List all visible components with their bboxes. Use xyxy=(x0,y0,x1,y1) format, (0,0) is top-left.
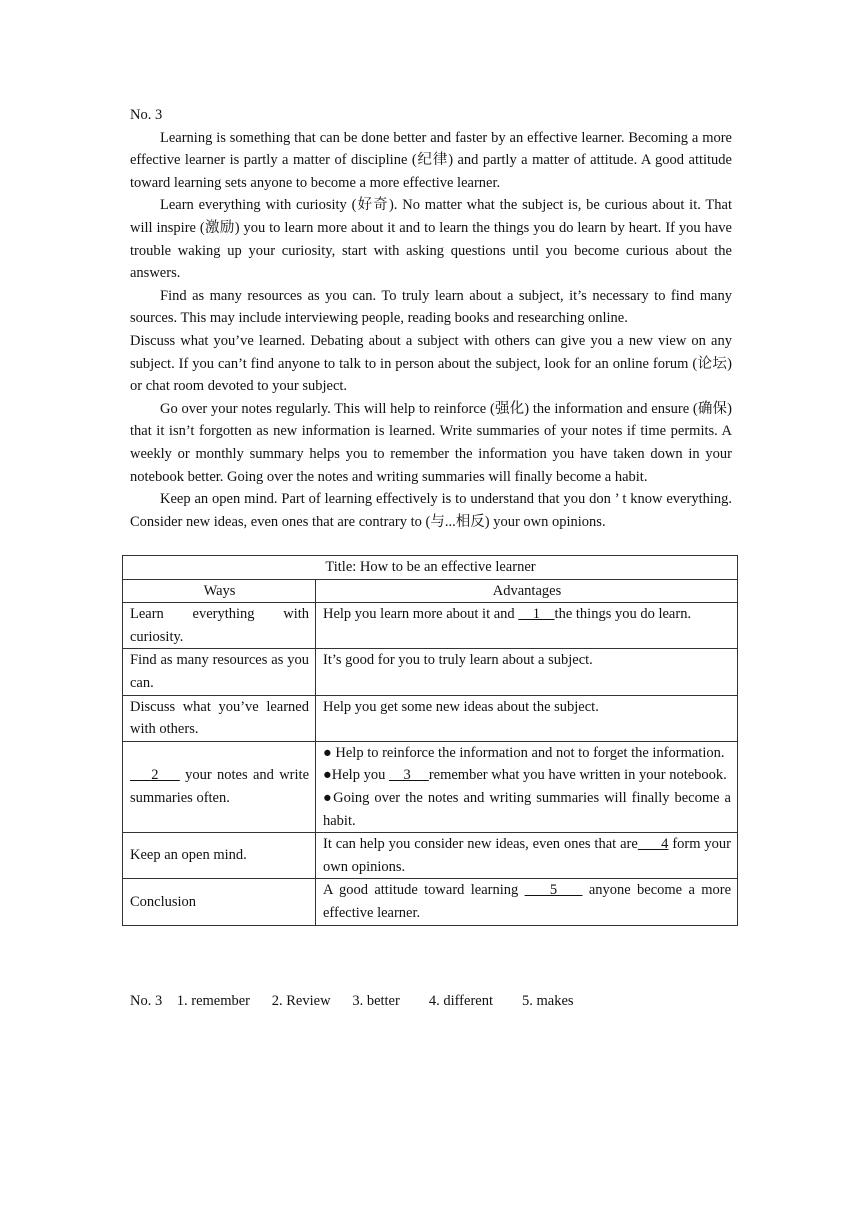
way-cell: Discuss what you’ve learned with others. xyxy=(123,695,316,741)
answer-blank-4[interactable]: 4 xyxy=(637,836,669,853)
advantage-cell: Help you get some new ideas about the subject. xyxy=(316,695,738,741)
advantage-bullet xyxy=(323,764,731,787)
advantage-text: form your own opinions. xyxy=(323,836,732,875)
way-text: your notes and write summaries often. xyxy=(130,767,310,806)
answer-blank-3[interactable]: 3 xyxy=(388,767,429,784)
answer-blank-1[interactable]: 1 xyxy=(518,606,555,623)
table-row xyxy=(123,879,738,925)
paragraph-curiosity: Learn everything with curiosity (好奇). No matter what the subject is, be curious about it. That will inspire (激励) you to learn more about it and to learn the things you do learn by heart. If you have trouble waking up your curiosity, start with asking questions until you become curious about the answers. xyxy=(130,197,732,282)
table-title-row xyxy=(123,556,738,580)
way-cell xyxy=(123,741,316,832)
column-header-ways: Ways xyxy=(123,579,316,603)
answer-4: 4. different xyxy=(428,993,493,1009)
advantage-text: A good attitude toward learning xyxy=(323,882,525,899)
answer-key xyxy=(130,990,574,1012)
paragraph-notes: Go over your notes regularly. This will help to reinforce (强化) the information and ensure (确保) that it isn’t forgotten as new information is learned. Write summaries of your notes if time permits. A weekly or monthly summary helps you to remember the information you have taken down in your notebook better. Going over the notes and writing summaries will finally become a habit. xyxy=(130,400,732,485)
advantage-text: the things you do learn. xyxy=(554,606,692,623)
advantage-text: Help you learn more about it and xyxy=(323,606,519,623)
advantage-text: ●Help you xyxy=(323,767,389,784)
advantage-bullet: ●Going over the notes and writing summaries will finally become a habit. xyxy=(323,789,731,829)
passage-heading: No. 3 xyxy=(130,107,163,123)
way-cell: Conclusion xyxy=(123,879,316,925)
passage xyxy=(130,104,732,533)
advantage-text: It can help you consider new ideas, even ones that are xyxy=(323,836,638,853)
paragraph-intro: Learning is something that can be done better and faster by an effective learner. Becoming a more effective learner is partly a matter of discipline (纪律) and partly a matter of attitude. A good attitude toward learning sets anyone to become a more effective learner. xyxy=(130,129,732,191)
advantage-bullet: ● Help to reinforce the information and not to forget the information. xyxy=(323,744,725,761)
answer-blank-2[interactable]: 2 xyxy=(130,767,180,784)
table-header-row xyxy=(123,579,738,603)
table-row xyxy=(123,741,738,832)
answer-key-label: No. 3 xyxy=(130,993,163,1009)
advantage-text: remember what you have written in your notebook. xyxy=(428,767,727,784)
paragraph-open-mind: Keep an open mind. Part of learning effectively is to understand that you don ’ t know everything. Consider new ideas, even ones that are contrary to (与...相反) your own opinions. xyxy=(130,491,732,530)
table-row xyxy=(123,833,738,879)
column-header-advantages: Advantages xyxy=(316,579,738,603)
way-cell: Keep an open mind. xyxy=(123,833,316,879)
table-row xyxy=(123,695,738,741)
paragraph-resources: Find as many resources as you can. To truly learn about a subject, it’s necessary to find many sources. This may include interviewing people, reading books and researching online. xyxy=(130,287,732,327)
summary-table xyxy=(122,555,738,926)
advantage-cell xyxy=(316,741,738,832)
answer-5: 5. makes xyxy=(521,993,574,1009)
answer-1: 1. remember xyxy=(176,993,251,1009)
table-row xyxy=(123,649,738,695)
advantage-cell xyxy=(316,833,738,879)
way-cell: Find as many resources as you can. xyxy=(123,649,316,695)
advantage-cell: It’s good for you to truly learn about a subject. xyxy=(316,649,738,695)
table-title: Title: How to be an effective learner xyxy=(123,556,738,580)
advantage-text: anyone become a more effective learner. xyxy=(323,882,732,921)
advantage-cell xyxy=(316,879,738,925)
answer-blank-5[interactable]: 5 xyxy=(524,882,583,899)
table-row xyxy=(123,603,738,649)
advantage-cell xyxy=(316,603,738,649)
answer-2: 2. Review xyxy=(271,993,331,1009)
answer-3: 3. better xyxy=(352,993,400,1009)
paragraph-discuss: Discuss what you’ve learned. Debating about a subject with others can give you a new view on any subject. If you can’t find anyone to talk to in person about the subject, look for an online forum (论坛) or chat room devoted to your subject. xyxy=(130,332,732,395)
way-cell: Learn everything with curiosity. xyxy=(123,603,316,649)
